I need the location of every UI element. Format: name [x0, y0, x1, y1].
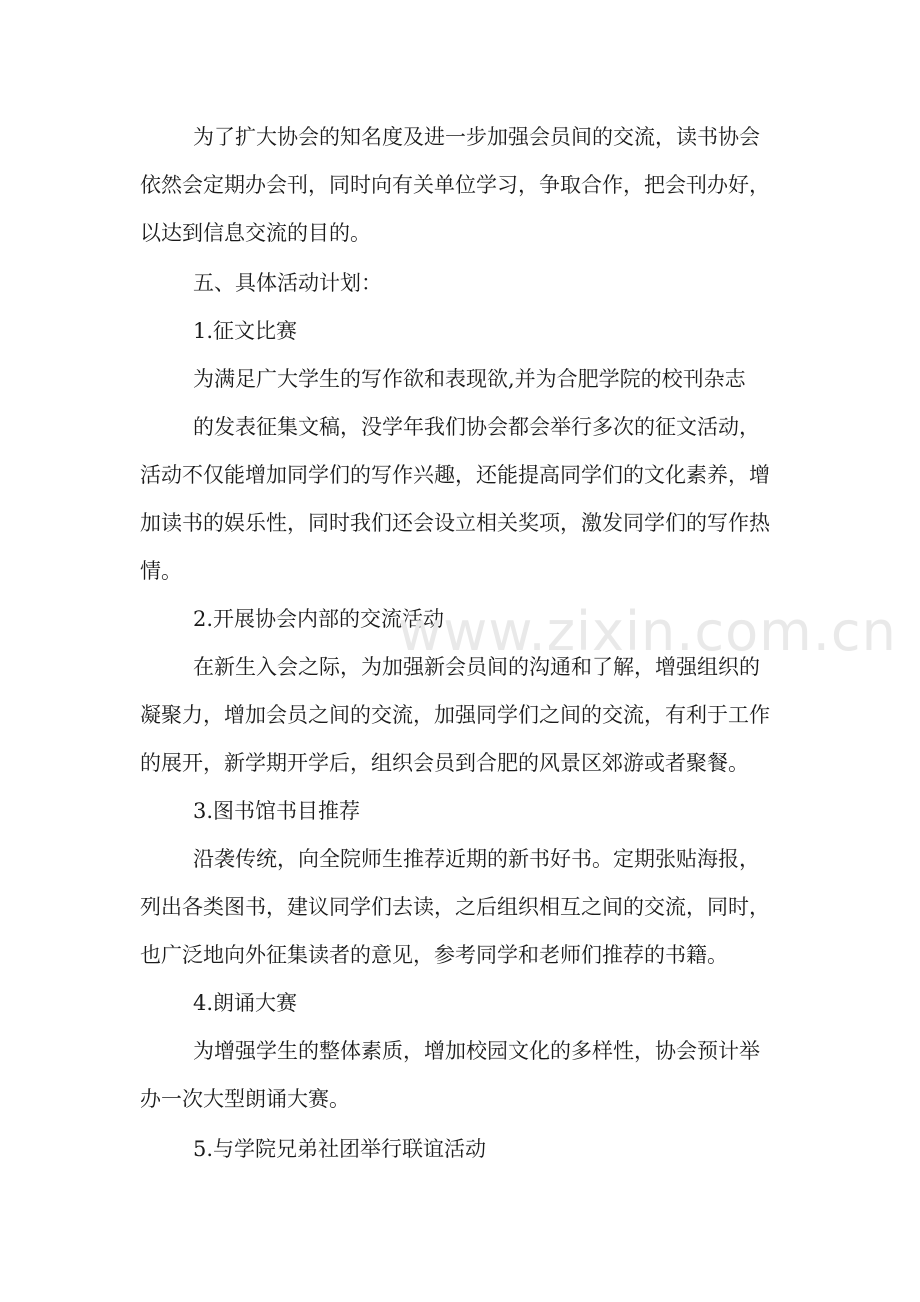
paragraph-line: 在新生入会之际，为加强新会员间的沟通和了解，增强组织的: [193, 655, 760, 679]
paragraph-line: 为了扩大协会的知名度及进一步加强会员间的交流，读书协会: [193, 125, 760, 149]
paragraph-line: 也广泛地向外征集读者的意见，参考同学和老师们推荐的书籍。: [140, 943, 728, 967]
paragraph-line: 凝聚力，增加会员之间的交流，加强同学们之间的交流，有利于工作: [140, 703, 770, 727]
paragraph-line: 情。: [140, 559, 182, 583]
watermark: www.zixin.com.cn: [398, 600, 897, 663]
paragraph-line: 为增强学生的整体素质，增加校园文化的多样性，协会预计举: [193, 1039, 760, 1063]
paragraph-line: 办一次大型朗诵大赛。: [140, 1087, 350, 1111]
subsection-heading: 3.图书馆书目推荐: [193, 799, 361, 823]
paragraph-line: 活动不仅能增加同学们的写作兴趣，还能提高同学们的文化素养，增: [140, 463, 770, 487]
paragraph-line: 列出各类图书，建议同学们去读，之后组织相互之间的交流，同时，: [140, 895, 770, 919]
paragraph-line: 的展开，新学期开学后，组织会员到合肥的风景区郊游或者聚餐。: [140, 751, 749, 775]
paragraph-line: 的发表征集文稿，没学年我们协会都会举行多次的征文活动，: [193, 415, 760, 439]
paragraph-line: 以达到信息交流的目的。: [140, 221, 371, 245]
subsection-heading: 2.开展协会内部的交流活动: [193, 607, 445, 631]
subsection-heading: 5.与学院兄弟社团举行联谊活动: [193, 1137, 487, 1161]
section-heading: 五、具体活动计划：: [193, 271, 382, 295]
subsection-heading: 4.朗诵大赛: [193, 991, 298, 1015]
paragraph-line: 依然会定期办会刊，同时向有关单位学习，争取合作，把会刊办好，: [140, 173, 770, 197]
paragraph-line: 沿袭传统，向全院师生推荐近期的新书好书。定期张贴海报，: [193, 847, 760, 871]
paragraph-line: 为满足广大学生的写作欲和表现欲,并为合肥学院的校刊杂志: [193, 367, 746, 391]
paragraph-line: 加读书的娱乐性，同时我们还会设立相关奖项，激发同学们的写作热: [140, 511, 770, 535]
subsection-heading: 1.征文比赛: [193, 319, 298, 343]
